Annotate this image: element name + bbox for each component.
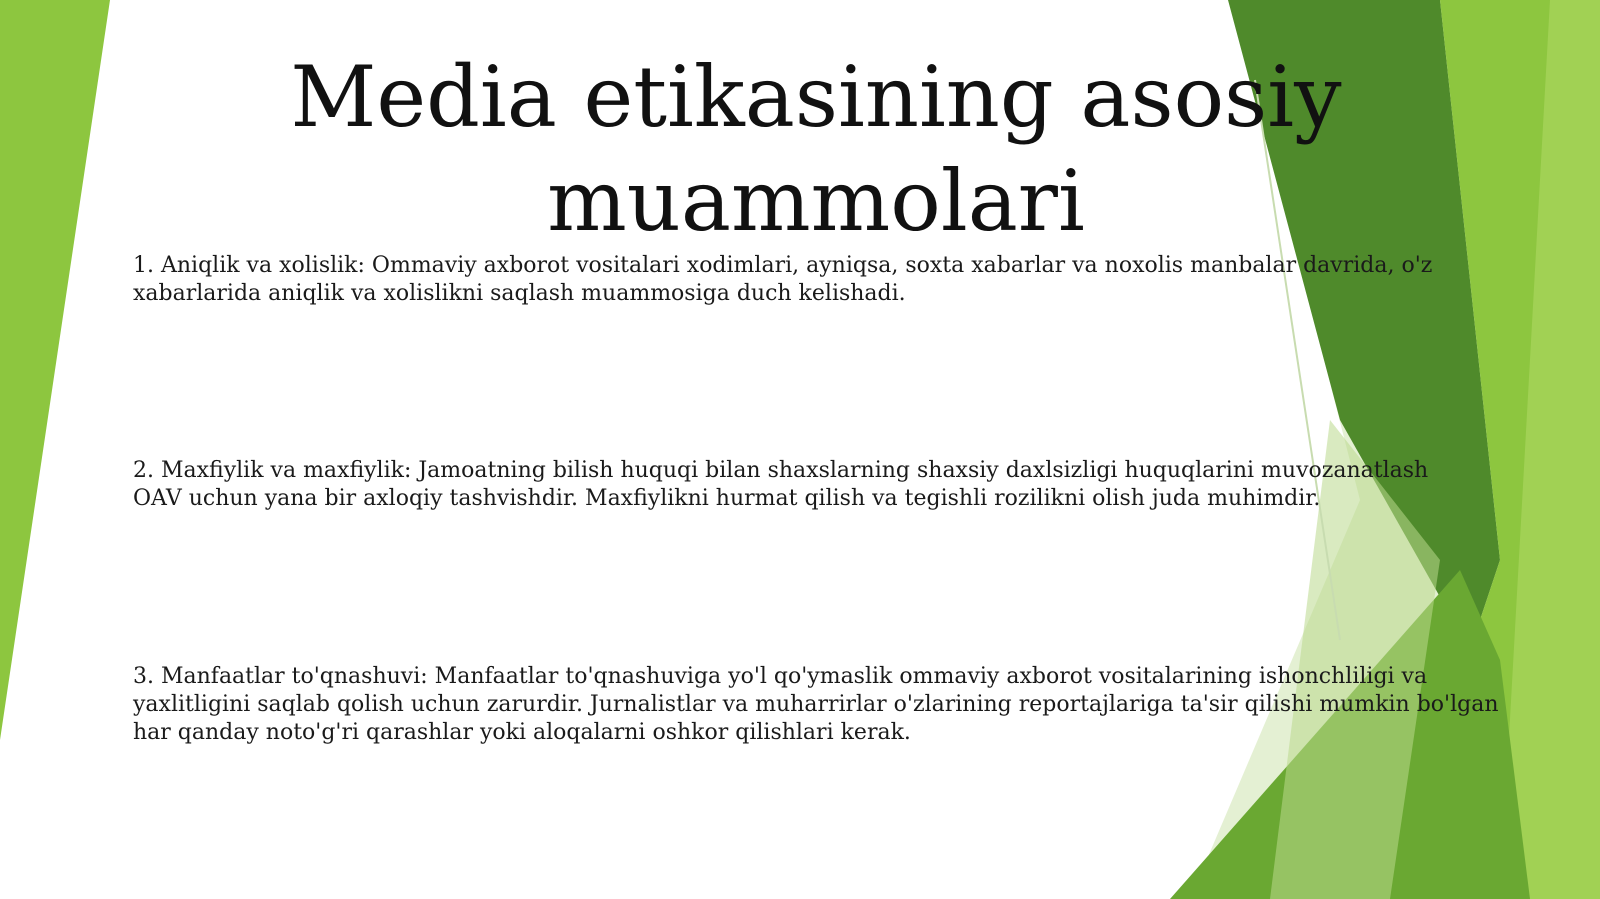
list-item	[133, 663, 1499, 747]
item-text-line: OAV uchun yana bir axloqiy tashvishdir. Maxfiylikni hurmat qilish va tegishli rozilikni olish juda muhimdir.	[133, 486, 1321, 511]
list-item	[133, 252, 1432, 308]
slide-title	[200, 45, 1432, 253]
item-text-line: xabarlarida aniqlik va xolislikni saqlash muammosiga duch kelishadi.	[133, 281, 906, 306]
title-line: Media etikasining asosiy	[290, 48, 1342, 146]
title-line: muammolari	[547, 152, 1085, 250]
list-item	[133, 457, 1428, 513]
item-text-line: yaxlitligini saqlab qolish uchun zarurdir. Jurnalistlar va muharrirlar o'zlarining reportajlariga ta'sir qilishi mumkin bo'lgan	[133, 692, 1499, 717]
item-text-line: har qanday noto'g'ri qarashlar yoki aloqalarni oshkor qilishlari kerak.	[133, 720, 911, 745]
item-text-line: 3. Manfaatlar to'qnashuvi: Manfaatlar to'qnashuviga yo'l qo'ymaslik ommaviy axborot vositalarining ishonchliligi va	[133, 664, 1428, 689]
left-green-shape	[0, 0, 110, 740]
item-text-line: 1. Aniqlik va xolislik: Ommaviy axborot vositalari xodimlari, ayniqsa, soxta xabarlar va noxolis manbalar davrida, o'z	[133, 253, 1433, 278]
item-text-line: 2. Maxfiylik va maxfiylik: Jamoatning bilish huquqi bilan shaxslarning shaxsiy daxlsizligi huquqlarini muvozanatlash	[133, 458, 1429, 483]
